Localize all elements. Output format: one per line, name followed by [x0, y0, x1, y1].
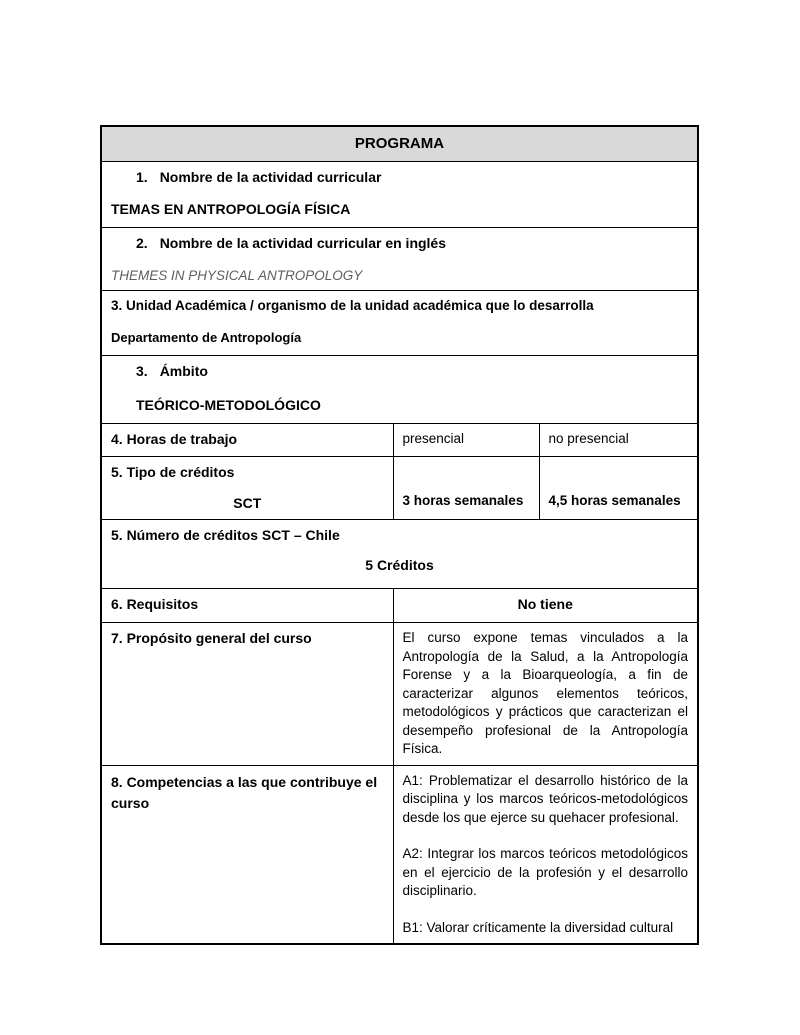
item-number: 2.	[136, 234, 148, 251]
ambito-value: TEÓRICO-METODOLÓGICO	[136, 397, 321, 414]
course-name-cell	[101, 161, 698, 227]
course-name-english-value: THEMES IN PHYSICAL ANTROPOLOGY	[111, 267, 363, 283]
ambito-cell	[101, 356, 698, 424]
general-purpose-label: 7. Propósito general del curso	[101, 623, 393, 766]
row-work-hours	[101, 424, 698, 457]
row-course-name-english	[101, 227, 698, 291]
competencies-cell	[393, 765, 698, 944]
credit-type-value: SCT	[233, 495, 262, 512]
row-academic-unit	[101, 291, 698, 356]
row-requirements	[101, 589, 698, 623]
competency-a2: A2: Integrar los marcos teóricos metodológicos en el ejercicio de la profesión y el desarrollo disciplinario.	[402, 846, 688, 899]
row-competencies	[101, 765, 698, 944]
requirements-label: 6. Requisitos	[101, 589, 393, 623]
work-hours-label: 4. Horas de trabajo	[101, 424, 393, 457]
row-ambito	[101, 356, 698, 424]
academic-unit-label: 3. Unidad Académica / organismo de la unidad académica que lo desarrolla	[111, 298, 594, 314]
item-number: 3.	[136, 363, 148, 380]
program-table	[100, 125, 699, 945]
no-presencial-hours-value: 4,5 horas semanales	[539, 457, 698, 520]
general-purpose-text: El curso expone temas vinculados a la Antropología de la Salud, a la Antropología Forense y a la Bioarqueología, a fin de caracterizar algunos elementos teóricos, metodológicos y prácticos que caracterizan el desempeño profesional de la Antropología Física.	[402, 630, 688, 757]
academic-unit-cell	[101, 291, 698, 356]
item-number: 1.	[136, 168, 148, 185]
table-header-row	[101, 126, 698, 161]
competencies-label: 8. Competencias a las que contribuye el curso	[101, 765, 393, 944]
credit-count-label: 5. Número de créditos SCT – Chile	[111, 527, 340, 544]
course-name-label	[111, 168, 688, 186]
course-name-english-label	[111, 234, 688, 252]
item-label: Nombre de la actividad curricular	[159, 168, 382, 185]
table-title: PROGRAMA	[101, 126, 698, 161]
competency-b1: B1: Valorar críticamente la diversidad cultural	[402, 919, 674, 935]
course-name-english-cell	[101, 227, 698, 291]
item-label: Ámbito	[159, 363, 208, 380]
row-credit-type	[101, 457, 698, 520]
ambito-label	[111, 362, 688, 380]
row-course-name	[101, 161, 698, 227]
row-credit-count	[101, 520, 698, 589]
work-hours-no-presencial-header: no presencial	[539, 424, 698, 457]
competency-a1: A1: Problematizar el desarrollo histórico de la disciplina y los marcos teóricos-metodológicos desde los que ejerce su quehacer profesional.	[402, 772, 688, 825]
credit-type-cell	[101, 457, 393, 520]
general-purpose-cell	[393, 623, 698, 766]
row-general-purpose	[101, 623, 698, 766]
item-label: Nombre de la actividad curricular en inglés	[159, 234, 447, 251]
requirements-value: No tiene	[393, 589, 698, 623]
credit-count-cell	[101, 520, 698, 589]
academic-unit-value: Departamento de Antropología	[111, 329, 302, 345]
presencial-hours-value: 3 horas semanales	[393, 457, 539, 520]
credit-count-value: 5 Créditos	[365, 557, 434, 574]
credit-type-label: 5. Tipo de créditos	[111, 464, 235, 481]
course-name-value: TEMAS EN ANTROPOLOGÍA FÍSICA	[111, 200, 351, 217]
work-hours-presencial-header: presencial	[393, 424, 539, 457]
